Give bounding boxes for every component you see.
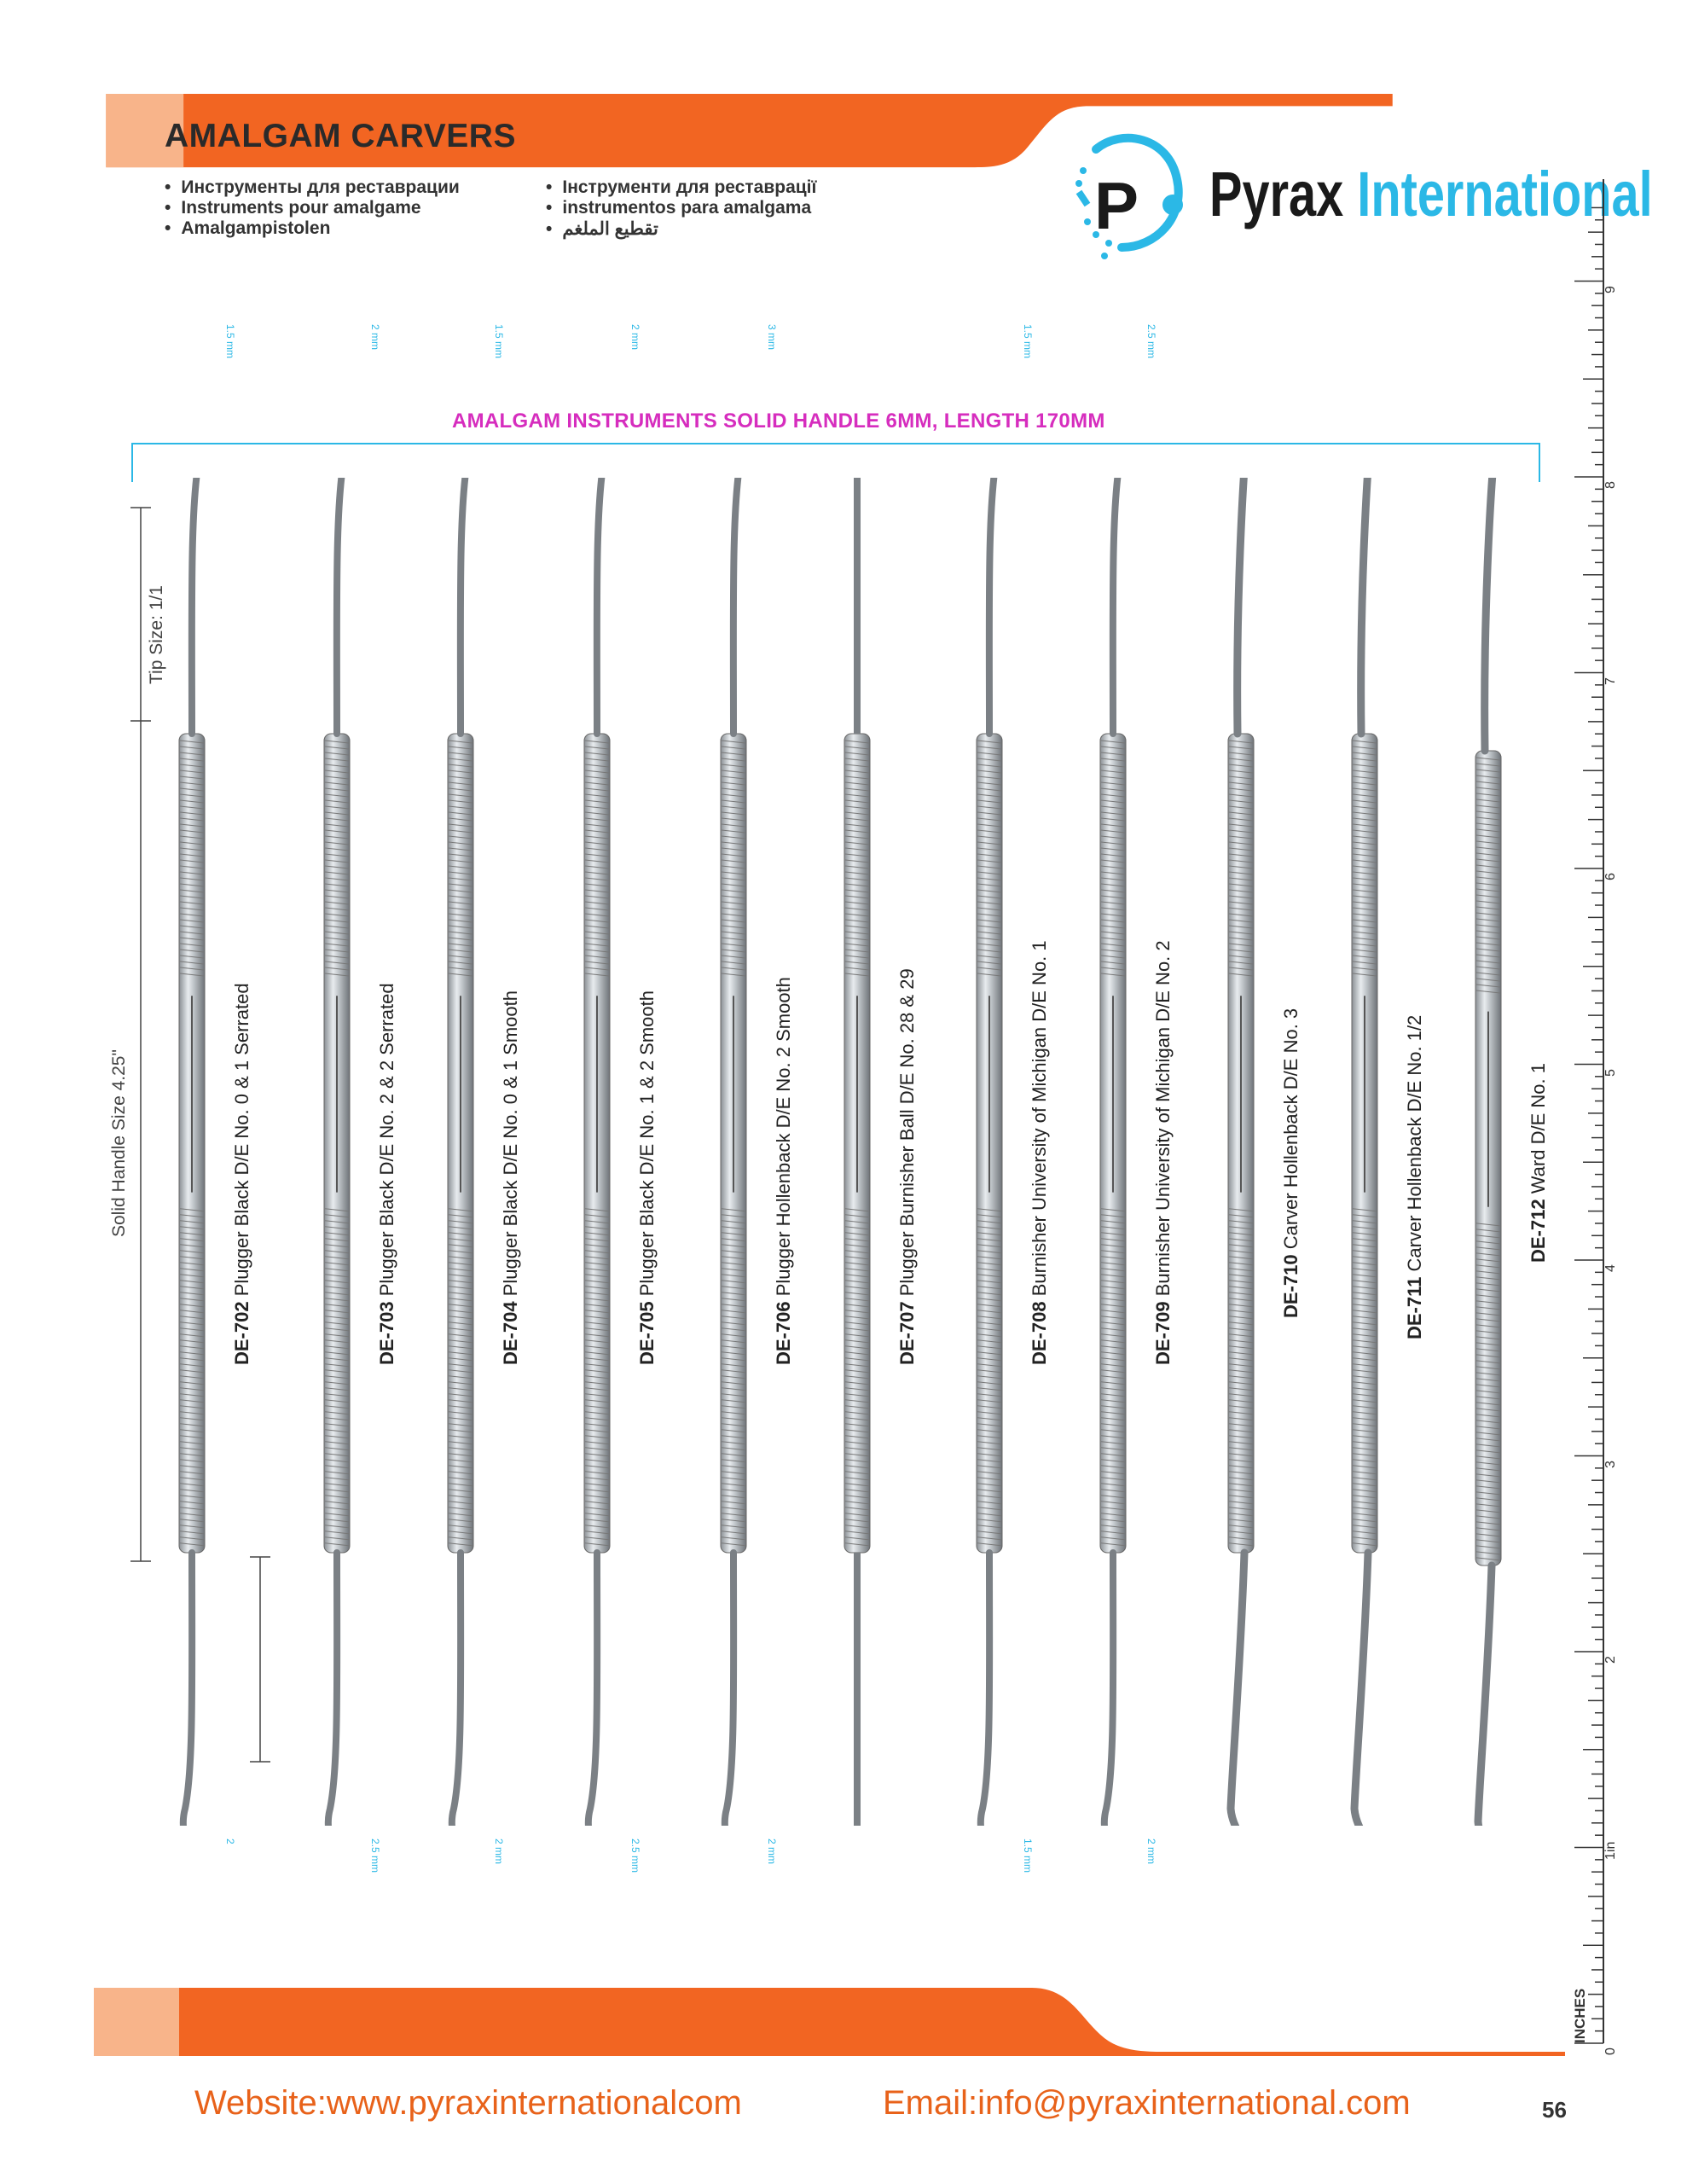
brand-part1: Pyrax <box>1209 159 1344 229</box>
product-code: DE-704 <box>500 1301 521 1365</box>
language-item: • instrumentos para amalgama <box>546 198 816 218</box>
tip-top-size: 2 mm <box>629 324 641 350</box>
product-name: Plugger Burnisher Ball D/E No. 28 & 29 <box>896 968 918 1302</box>
product-code: DE-708 <box>1029 1301 1050 1365</box>
instrument-upper-shank <box>439 478 469 734</box>
language-item: • Инструменты для реставрации <box>165 177 460 198</box>
instrument-upper-shank <box>171 478 200 734</box>
product-name: Carver Hollenback D/E No. 1/2 <box>1404 1014 1425 1277</box>
page-number: 56 <box>1542 2097 1567 2123</box>
product-code: DE-705 <box>636 1301 658 1365</box>
instrument-upper-tip <box>1215 478 1248 734</box>
ruler-number: 8 <box>1603 481 1618 489</box>
product-label <box>1152 940 1174 1365</box>
footer-website[interactable]: Website:www.pyraxinternationalcom <box>194 2084 742 2122</box>
product-name: Plugger Black D/E No. 1 & 2 Smooth <box>636 990 658 1302</box>
tip-top-size: 1.5 mm <box>493 324 505 359</box>
brand-part2: International <box>1357 159 1653 229</box>
product-code: DE-706 <box>773 1301 794 1365</box>
product-name: Plugger Black D/E No. 2 & 2 Serrated <box>376 983 397 1302</box>
instrument-upper-shank <box>712 478 742 734</box>
product-code: DE-710 <box>1280 1254 1301 1318</box>
tip-top-size: 1.5 mm <box>224 324 236 359</box>
product-label <box>896 968 919 1365</box>
ruler-number: 6 <box>1603 873 1618 880</box>
logo-letter: P <box>1094 168 1139 243</box>
instrument-lower-shank <box>183 1553 209 1826</box>
footer-email[interactable]: Email:info@pyraxinternational.com <box>883 2084 1411 2122</box>
product-name: Ward D/E No. 1 <box>1528 1063 1549 1199</box>
product-code: DE-707 <box>896 1301 918 1365</box>
product-name: Burnisher University of Michigan D/E No. 1 <box>1029 940 1050 1302</box>
tip-bottom-size: 2.5 mm <box>369 1838 381 1873</box>
instrument-upper-tip <box>1463 478 1495 751</box>
product-name: Burnisher University of Michigan D/E No. 2 <box>1152 940 1174 1302</box>
subtitle: AMALGAM INSTRUMENTS SOLID HANDLE 6MM, LENGTH 170MM <box>452 410 1105 433</box>
product-name: Plugger Black D/E No. 0 & 1 Serrated <box>231 983 252 1302</box>
tip-top-size: 2.5 mm <box>1145 324 1157 359</box>
handle-size-label: Solid Handle Size 4.25" <box>109 1049 129 1237</box>
tip-bottom-size: 2 <box>224 1838 236 1844</box>
instrument-upper-shank <box>968 478 998 734</box>
ruler-number: 4 <box>1603 1264 1618 1272</box>
product-code: DE-712 <box>1528 1199 1549 1263</box>
instrument-lower-tip <box>1478 1565 1531 1826</box>
language-item: • Instruments pour amalgame <box>165 198 460 218</box>
product-label <box>231 983 253 1365</box>
instrument-lower-shank <box>328 1553 354 1826</box>
instrument-lower-shank <box>1104 1553 1130 1826</box>
instrument-upper-shank <box>1092 478 1122 734</box>
instrument-lower-tip <box>1354 1553 1407 1826</box>
ruler-number: 2 <box>1603 1656 1618 1664</box>
tip-top-size: 2 mm <box>369 324 381 350</box>
tip-bottom-size: 1.5 mm <box>1022 1838 1034 1873</box>
product-name: Plugger Black D/E No. 0 & 1 Smooth <box>500 990 521 1302</box>
product-label <box>636 990 658 1365</box>
product-code: DE-703 <box>376 1301 397 1365</box>
tip-size-label: Tip Size: 1/1 <box>147 585 166 684</box>
instrument-lower-shank <box>452 1553 478 1826</box>
ruler-number: 0 <box>1603 2048 1618 2055</box>
product-name: Carver Hollenback D/E No. 3 <box>1280 1008 1301 1255</box>
inch-ruler <box>1565 171 1616 2056</box>
ruler-number: 7 <box>1603 677 1618 685</box>
language-item: • Інструменти для реставрації <box>546 177 816 198</box>
instrument-upper-tip <box>1339 478 1371 734</box>
product-label <box>1528 1063 1550 1263</box>
product-name: Plugger Hollenback D/E No. 2 Smooth <box>773 977 794 1302</box>
section-title: AMALGAM CARVERS <box>165 118 516 154</box>
product-code: DE-709 <box>1152 1301 1174 1365</box>
instrument-lower-tip <box>1231 1553 1284 1826</box>
product-code: DE-711 <box>1404 1276 1425 1339</box>
ruler-number: 9 <box>1603 285 1618 293</box>
language-item: • Amalgampistolen <box>165 218 460 239</box>
instrument-lower-shank <box>588 1553 614 1826</box>
instrument-lower-shank <box>981 1553 1006 1826</box>
instrument-upper-shank <box>316 478 345 734</box>
tip-top-size: 1.5 mm <box>1022 324 1034 359</box>
tip-bottom-size: 2 mm <box>493 1838 505 1864</box>
tip-bottom-size: 2.5 mm <box>629 1838 641 1873</box>
product-code: DE-702 <box>231 1301 252 1365</box>
ruler-number: 3 <box>1603 1460 1618 1468</box>
ruler-unit-label: INCHES <box>1572 1988 1588 2043</box>
instrument-upper-shank <box>576 478 606 734</box>
product-label <box>500 990 522 1365</box>
footer-band <box>0 1979 1687 2065</box>
ruler-number: 1in <box>1603 1841 1618 1860</box>
ruler-number: 5 <box>1603 1068 1618 1077</box>
tip-bottom-size: 2 mm <box>1145 1838 1157 1864</box>
tip-top-size: 3 mm <box>766 324 778 350</box>
tip-bottom-size: 2 mm <box>766 1838 778 1864</box>
instrument-lower-shank <box>725 1553 751 1826</box>
language-item: • تقطيع الملغم <box>546 218 816 240</box>
